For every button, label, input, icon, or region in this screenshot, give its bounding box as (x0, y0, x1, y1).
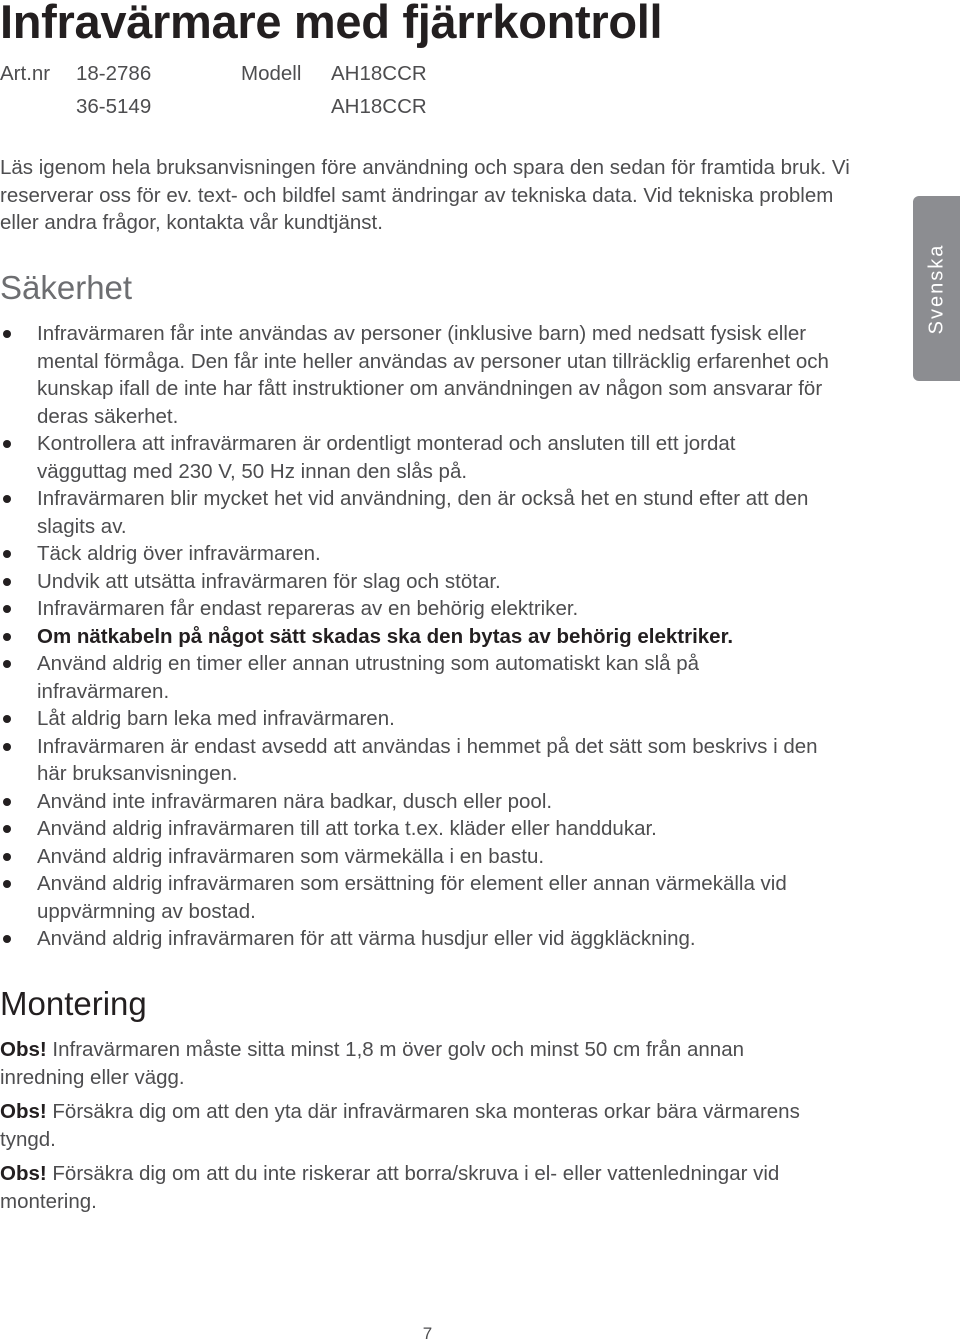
mounting-notes (0, 1036, 830, 1222)
bullet-icon (3, 495, 11, 503)
safety-item (0, 705, 830, 733)
safety-item (0, 430, 830, 485)
bullet-icon (3, 660, 11, 668)
mounting-note (0, 1036, 830, 1091)
note-label: Obs! (0, 1100, 47, 1123)
bullet-icon (3, 440, 11, 448)
model-value: AH18CCR (331, 95, 427, 118)
safety-item (0, 788, 830, 816)
bullet-icon (3, 743, 11, 751)
safety-item-text: Låt aldrig barn leka med infravärmaren. (37, 707, 395, 730)
safety-item (0, 540, 830, 568)
safety-item-text: Kontrollera att infravärmaren är ordentligt monterad och ansluten till ett jordat vägguttag med 230 V, 50 Hz innan den slås på. (37, 432, 736, 483)
note-text: Försäkra dig om att den yta där infravärmaren ska monteras orkar bära värmarens tyngd. (0, 1100, 800, 1151)
safety-heading: Säkerhet (0, 269, 133, 306)
bullet-icon (3, 633, 11, 641)
safety-list (0, 320, 830, 953)
bullet-icon (3, 330, 11, 338)
safety-item (0, 568, 830, 596)
art-number-value: 36-5149 (76, 95, 152, 118)
safety-item-text: Undvik att utsätta infravärmaren för slag och stötar. (37, 569, 501, 593)
mounting-note (0, 1160, 830, 1215)
safety-item (0, 485, 830, 540)
mounting-note (0, 1098, 830, 1153)
bullet-icon (3, 935, 11, 943)
bullet-icon (3, 715, 11, 723)
note-text: Försäkra dig om att du inte riskerar att borra/skruva i el- eller vattenledningar vid montering. (0, 1162, 780, 1213)
safety-item-text: Infravärmaren blir mycket het vid användning, den är också het en stund efter att den slagits av. (37, 487, 809, 538)
bullet-icon (3, 880, 11, 888)
note-label: Obs! (0, 1162, 47, 1185)
safety-item (0, 650, 830, 705)
bullet-icon (3, 605, 11, 613)
bullet-icon (3, 578, 11, 586)
language-tab (913, 196, 960, 381)
bullet-icon (3, 853, 11, 861)
document-title: Infravärmare med fjärrkontroll (0, 0, 663, 48)
safety-item-text: Använd aldrig en timer eller annan utrustning som automatiskt kan slå på infravärmaren. (37, 652, 700, 703)
safety-item (0, 595, 830, 623)
safety-item (0, 843, 830, 871)
bullet-icon (3, 825, 11, 833)
art-number-label: Art.nr (0, 62, 51, 85)
safety-item-text: Infravärmaren får inte användas av personer (inklusive barn) med nedsatt fysisk eller mental förmåga. Den får inte heller användas av personer utan tillräcklig erfarenhet och kunskap ifall de inte har fått instruktioner om användningen av någon som ansvarar för deras säkerhet. (37, 322, 829, 428)
bullet-icon (3, 550, 11, 558)
model-label: Modell (241, 62, 302, 85)
intro-paragraph: Läs igenom hela bruksanvisningen före användning och spara den sedan för framtida bruk. Vi reserverar oss för ev. text- och bildfel samt ändringar av tekniska data. Vid tekniska problem eller andra frågor, kontakta vår kundtjänst. (0, 156, 850, 234)
safety-item (0, 870, 830, 925)
language-tab-label: Svenska (925, 243, 947, 334)
safety-item-emphasized (0, 623, 830, 651)
safety-item (0, 320, 830, 430)
note-text: Infravärmaren måste sitta minst 1,8 m över golv och minst 50 cm från annan inredning eller vägg. (0, 1038, 744, 1089)
safety-item-text: Använd inte infravärmaren nära badkar, dusch eller pool. (37, 789, 553, 813)
note-label: Obs! (0, 1038, 47, 1061)
bullet-icon (3, 798, 11, 806)
safety-item-text: Använd aldrig infravärmaren som värmekälla i en bastu. (37, 844, 545, 868)
safety-item (0, 815, 830, 843)
page-number: 7 (422, 1324, 433, 1343)
model-value: AH18CCR (331, 62, 427, 85)
art-number-value: 18-2786 (76, 62, 152, 85)
safety-item-text: Infravärmaren får endast repareras av en behörig elektriker. (37, 597, 579, 620)
safety-item (0, 925, 830, 953)
safety-item-text: Använd aldrig infravärmaren som ersättning för element eller annan värmekälla vid uppvärmning av bostad. (37, 872, 787, 923)
safety-item-text: Täck aldrig över infravärmaren. (37, 542, 321, 565)
safety-item-text: Infravärmaren är endast avsedd att användas i hemmet på det sätt som beskrivs i den här bruksanvisningen. (37, 734, 818, 785)
safety-item (0, 733, 830, 788)
safety-item-text: Använd aldrig infravärmaren för att värma husdjur eller vid äggkläckning. (37, 927, 696, 950)
safety-item-text: Använd aldrig infravärmaren till att torka t.ex. kläder eller handdukar. (37, 817, 657, 840)
safety-item-text: Om nätkabeln på något sätt skadas ska den bytas av behörig elektriker. (37, 624, 734, 648)
mounting-heading: Montering (0, 985, 147, 1022)
